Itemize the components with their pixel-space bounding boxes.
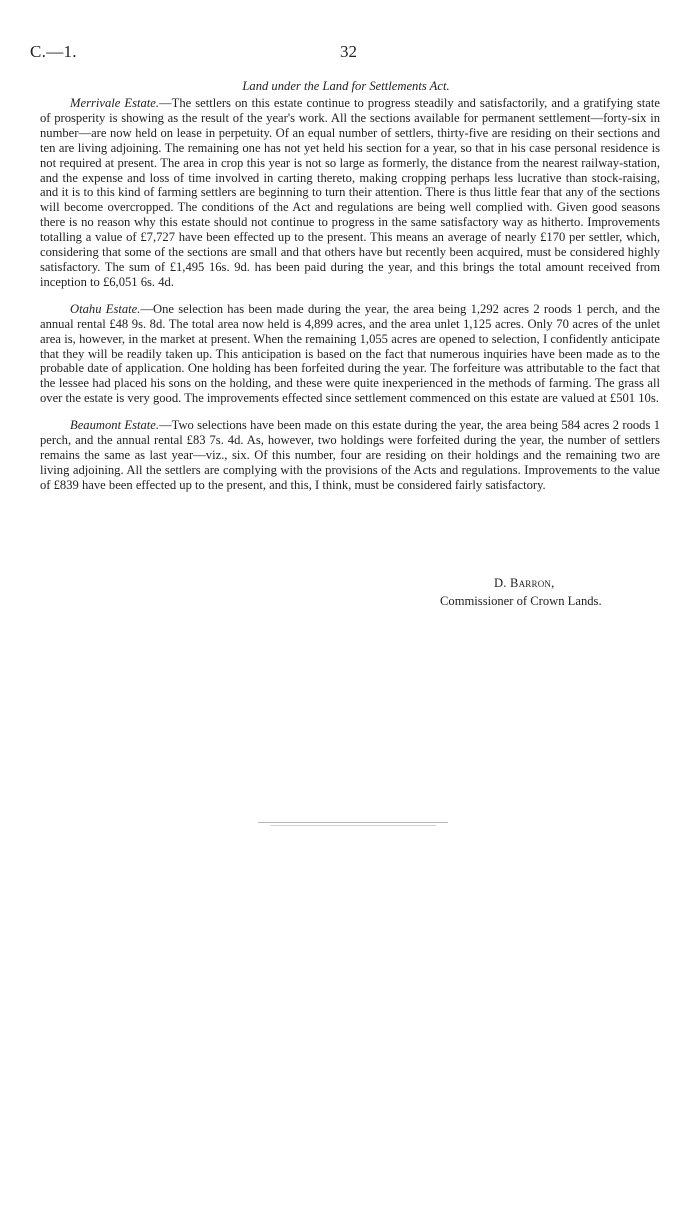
estate-name-otahu: Otahu Estate. (70, 301, 141, 316)
divider-line-upper (258, 822, 448, 823)
paragraph-merrivale (40, 96, 660, 290)
section-divider (258, 822, 448, 828)
paragraph-beaumont (40, 418, 660, 493)
signatory-title: Commissioner of Crown Lands. (440, 594, 602, 608)
estate-name-merrivale: Merrivale Estate. (70, 96, 160, 110)
divider-line-lower (270, 825, 436, 826)
signature-block (440, 574, 640, 610)
paragraph-text-otahu: —One selection has been made during the year, the area being 1,292 acres 2 roods 1 perch, and the annual rental £48 9s. 8d. The total area now held is 4,899 acres, and the area unlet 1,125 acres. Only 70 acres of the unlet area is, however, in the market at present. When the remaining 1,055 acres are opened to selection, I confidently anticipate that they will be readily taken up. This anticipation is based on the fact that numerous inquiries have been made as to the probable date of application. One holding has been forfeited during the year. The forfeiture was attributable to the fact that the lessee had placed his sons on the holding, and these were quite inexperienced in the methods of farming. The grass all over the estate is very good. The improvements effected since settlement commenced on this estate are valued at £501 10s. (40, 301, 661, 406)
paragraph-otahu (40, 302, 660, 406)
body-text (40, 96, 660, 493)
paragraph-text-beaumont: —Two selections have been made on this estate during the year, the area being 584 acres 2 roods 1 perch, and the annual rental £83 7s. 4d. As, however, two holdings were forfeited during the year, the number of settlers remains the same as last year—viz., six. Of this number, four are residing on their holdings and the remaining two are living adjoining. All the settlers are complying with the provisions of the Acts and regulations. Improvements to the value of £839 have been effected up to the present, and this, I think, must be considered fairly satisfactory. (40, 418, 660, 492)
estate-name-beaumont: Beaumont Estate. (70, 418, 160, 433)
document-reference: C.—1. (30, 42, 77, 61)
paragraph-text-merrivale: —The settlers on this estate continue to progress steadily and satisfactorily, and a gratifying state of prosperity is showing as the result of the year's work. All the sections available for permanent settlement—forty-six in number—are now held on lease in perpetuity. Of an equal number of settlers, thirty-five are residing on their sections and ten are living adjoining. The remaining one has not yet held his section for a year, so that in his case personal residence is not required at present. The area in crop this year is not so large as formerly, the distance from the nearest railway-station, and the expense and loss of time involved in carting thereto, making cropping perhaps less lucrative than stock-raising, and it is to this kind of farming settlers are beginning to turn their attention. There is thus little fear that any of the sections will become overcropped. The conditions of the Act and regulations are being well complied with. Given good seasons there is no reason why this estate should not continue to progress in the same satisfactory way as hitherto. Improvements totalling a value of £7,727 have been effected up to the present. This means an average of nearly £170 per settler, which, considering that some of the sections are small and that others have but recently been acquired, must be considered highly satisfactory. The sum of £1,495 16s. 9d. has been paid during the year, and this brings the total amount received from inception to £6,051 6s. 4d. (40, 96, 660, 289)
signatory-name: D. Barron, (494, 576, 555, 590)
page-number: 32 (340, 42, 357, 61)
section-heading: Land under the Land for Settlements Act. (242, 79, 450, 93)
